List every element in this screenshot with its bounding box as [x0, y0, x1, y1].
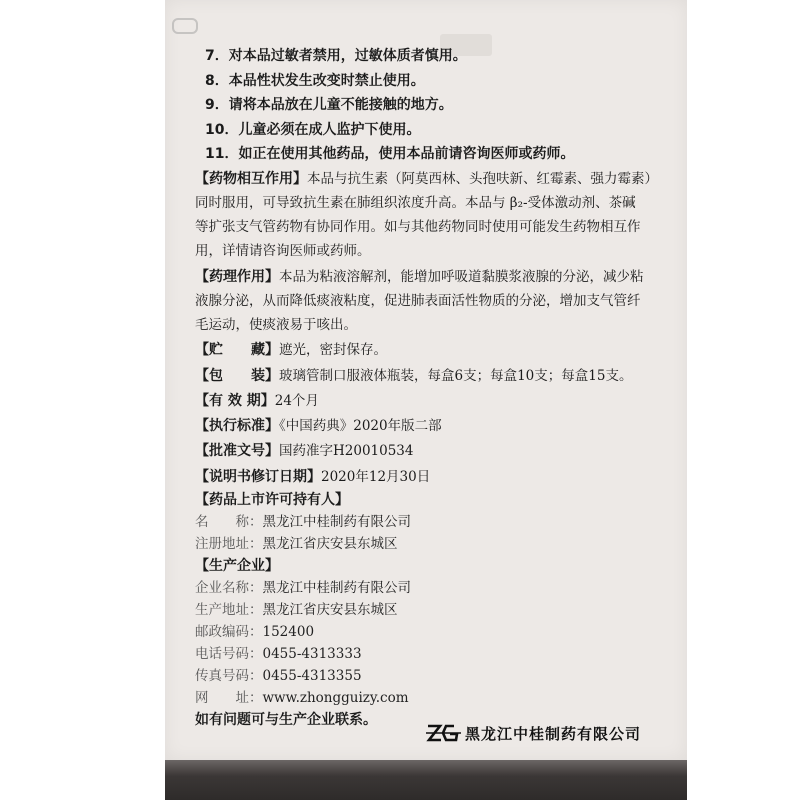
storage-line: 【贮 藏】遮光，密封保存。 — [195, 342, 387, 358]
dark-surface-band — [165, 760, 687, 800]
package-label: 【包 装】 — [195, 368, 279, 384]
revision-label: 【说明书修订日期】 — [195, 469, 321, 485]
package-line: 【包 装】玻璃管制口服液体瓶装，每盒6支；每盒10支；每盒15支。 — [195, 368, 633, 384]
storage-label: 【贮 藏】 — [195, 342, 279, 358]
interactions-line-1: 【药物相互作用】本品与抗生素（阿莫西林、头孢呋新、红霉素、强力霉素） — [195, 171, 658, 187]
standard-line: 【执行标准】《中国药典》2020年版二部 — [195, 418, 442, 434]
manufacturer-address-line: 生产地址：黑龙江省庆安县东城区 — [195, 602, 398, 618]
standard-label: 【执行标准】 — [195, 418, 279, 434]
approval-line: 【批准文号】国药准字H20010534 — [195, 443, 414, 459]
pharmacology-label: 【药理作用】 — [195, 269, 279, 285]
warning-9: 9．请将本品放在儿童不能接触的地方。 — [205, 97, 453, 113]
warning-11: 11．如正在使用其他药品，使用本品前请咨询医师或药师。 — [205, 146, 575, 162]
interactions-line-4: 用，详情请咨询医师或药师。 — [195, 243, 371, 259]
revision-line: 【说明书修订日期】2020年12月30日 — [195, 469, 431, 485]
website-line: 网 址：www.zhongguizy.com — [195, 690, 409, 706]
interactions-line-3: 等扩张支气管药物有协同作用。如与其他药物同时使用可能发生药物相互作 — [195, 219, 641, 235]
interactions-label: 【药物相互作用】 — [195, 171, 307, 187]
pharmacology-line-3: 毛运动，使痰液易于咳出。 — [195, 317, 357, 333]
warning-10: 10．儿童必须在成人监护下使用。 — [205, 122, 421, 138]
company-logo — [425, 720, 641, 746]
company-logo-mark-icon — [425, 722, 463, 744]
holder-label: 【药品上市许可持有人】 — [195, 492, 349, 508]
warning-8: 8．本品性状发生改变时禁止使用。 — [205, 73, 425, 89]
validity-line: 【有 效 期】24个月 — [195, 393, 319, 409]
manufacturer-label: 【生产企业】 — [195, 558, 279, 574]
fax-line: 传真号码：0455-4313355 — [195, 668, 362, 684]
phone-line: 电话号码：0455-4313333 — [195, 646, 362, 662]
interactions-line-2: 同时服用，可导致抗生素在肺组织浓度升高。本品与 β₂-受体激动剂、茶碱 — [195, 195, 636, 211]
manufacturer-name-line: 企业名称：黑龙江中桂制药有限公司 — [195, 580, 411, 596]
validity-label: 【有 效 期】 — [195, 393, 275, 409]
holder-address-line: 注册地址：黑龙江省庆安县东城区 — [195, 536, 398, 552]
pharmacology-line-2: 液腺分泌，从而降低痰液粘度，促进肺表面活性物质的分泌，增加支气管纤 — [195, 293, 641, 309]
holder-name-line: 名 称：黑龙江中桂制药有限公司 — [195, 514, 411, 530]
zip-code-line: 邮政编码：152400 — [195, 624, 315, 640]
contact-note: 如有问题可与生产企业联系。 — [195, 712, 377, 728]
corner-mark — [172, 18, 198, 34]
approval-label: 【批准文号】 — [195, 443, 279, 459]
pharmacology-line-1: 【药理作用】本品为粘液溶解剂，能增加呼吸道黏膜浆液腺的分泌，减少粘 — [195, 269, 644, 285]
company-logo-text: 黑龙江中桂制药有限公司 — [465, 724, 642, 743]
warning-7: 7．对本品过敏者禁用，过敏体质者慎用。 — [205, 48, 467, 64]
